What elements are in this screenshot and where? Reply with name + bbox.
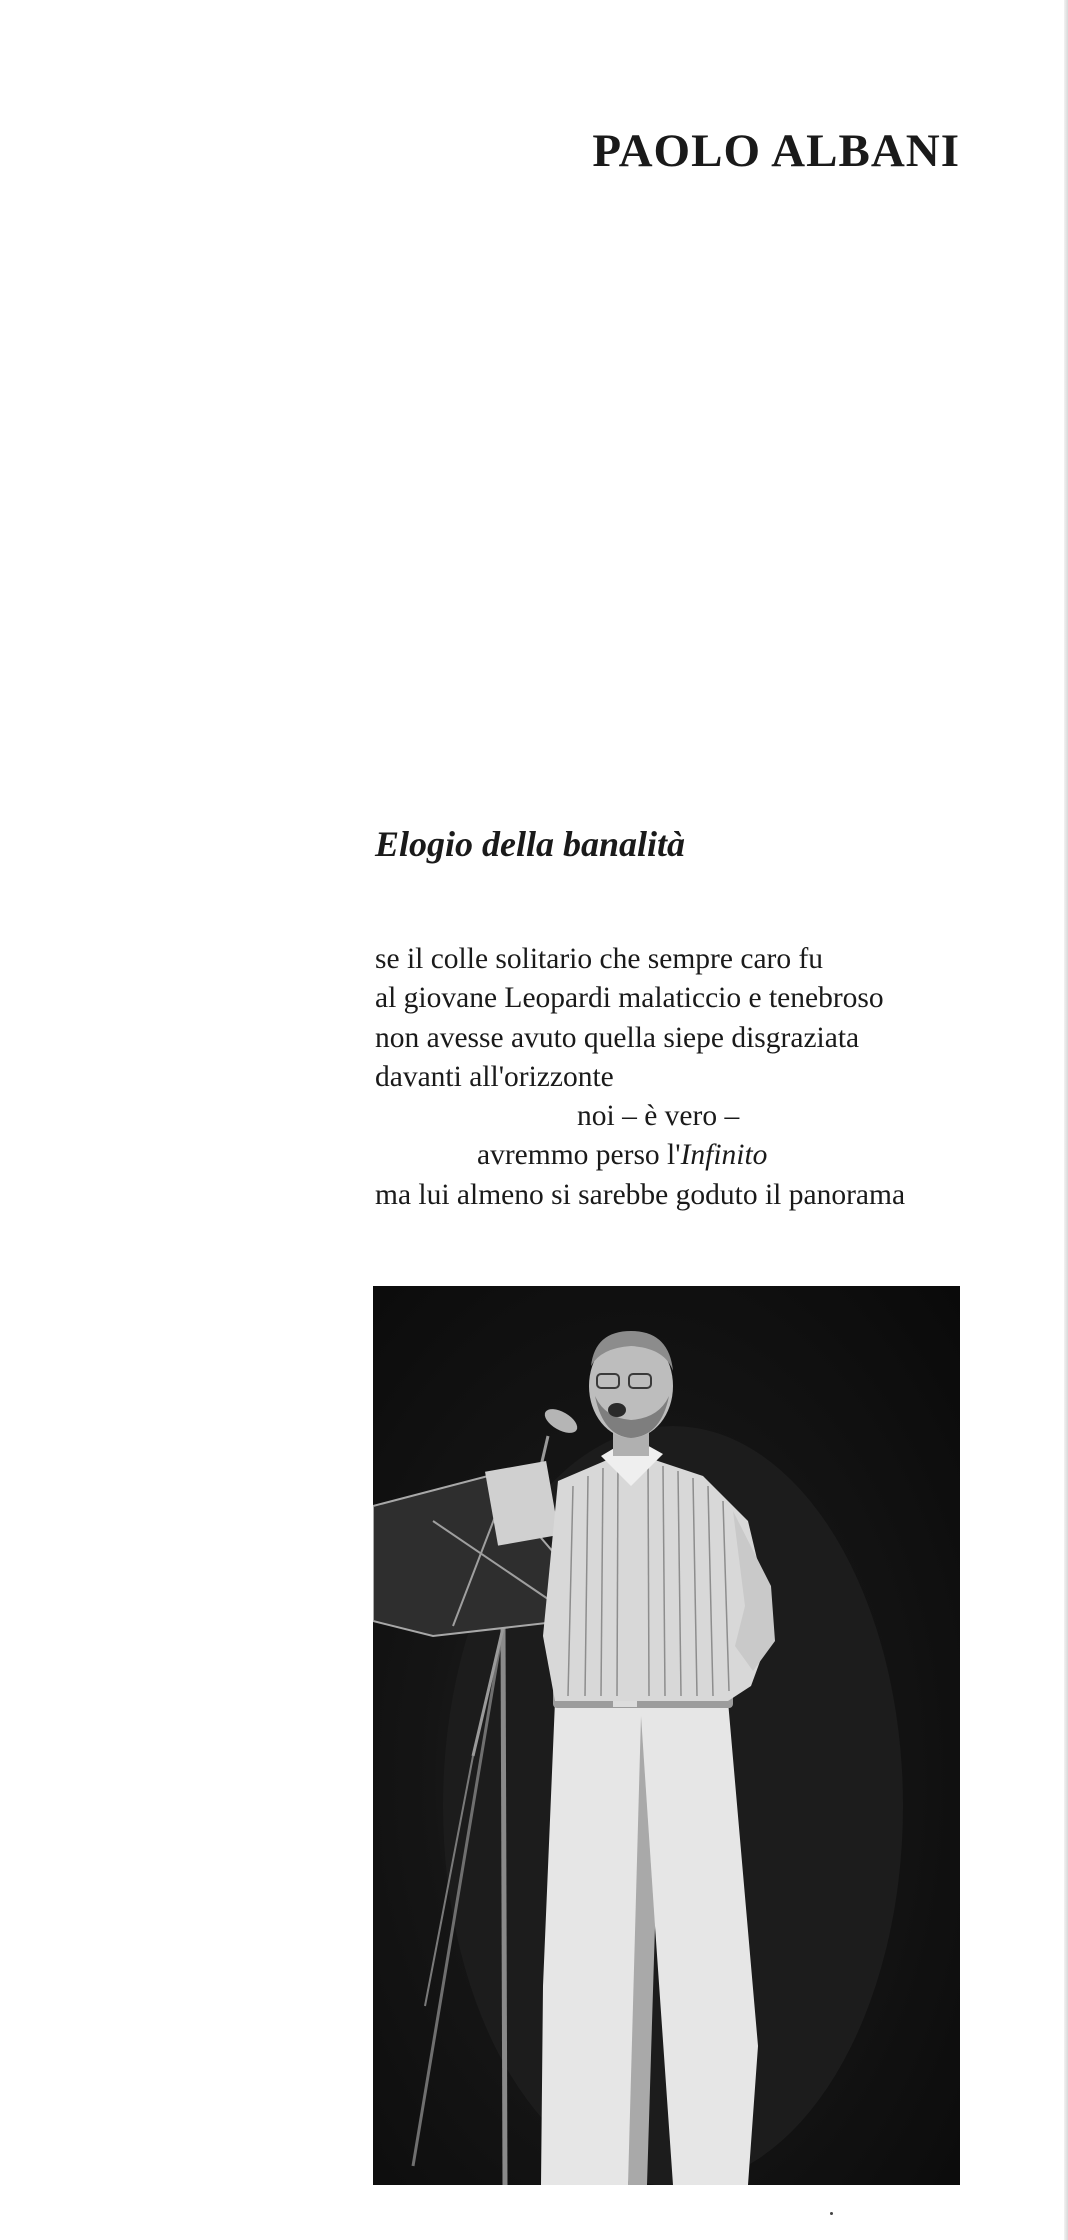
poem-line-6 (375, 1136, 975, 1175)
poem-line-6-prefix: avremmo perso l' (477, 1139, 681, 1172)
photo-stand-pole (503, 1626, 505, 2185)
scan-speck (830, 2212, 833, 2215)
poem-line-7: ma lui almeno si sarebbe goduto il panorama (375, 1178, 906, 1211)
photo-illustration (373, 1286, 960, 2185)
photo-sheet-music (485, 1461, 559, 1546)
author-photo (373, 1286, 960, 2185)
author-name: PAOLO ALBANI (592, 125, 960, 177)
poem-line-6-italic: Infinito (680, 1139, 768, 1172)
poem-line-4: davanti all'orizzonte (375, 1060, 614, 1093)
poem-line-2: al giovane Leopardi malaticcio e tenebroso (375, 982, 884, 1015)
poem-line-5: noi – è vero – (577, 1100, 740, 1133)
poem-line-3: non avesse avuto quella siepe disgraziata (375, 1021, 860, 1054)
photo-microphone (541, 1404, 581, 1438)
photo-mouth (608, 1403, 626, 1417)
poem-title: Elogio della banalità (375, 824, 686, 864)
page-edge (1064, 0, 1068, 2240)
poem-line-1: se il colle solitario che sempre caro fu (375, 943, 824, 975)
poem-body (375, 940, 975, 1215)
